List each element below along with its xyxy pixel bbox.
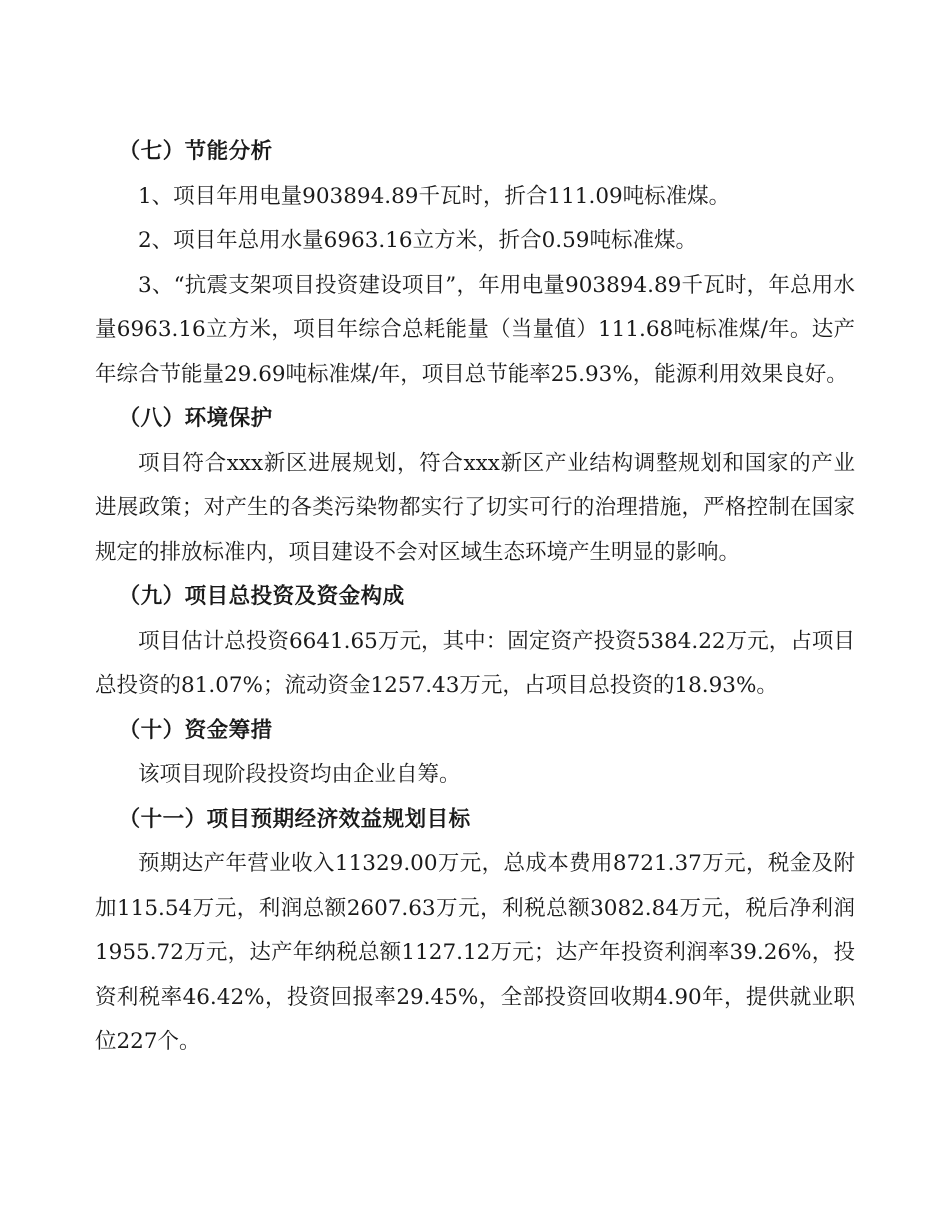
section-heading: （七）节能分析 xyxy=(118,139,273,164)
section-energy-analysis xyxy=(95,130,855,397)
section-economic-benefit-targets xyxy=(95,798,855,1065)
paragraph: 该项目现阶段投资均由企业自筹。 xyxy=(138,762,461,787)
section-heading: （八）环境保护 xyxy=(118,406,273,431)
section-fund-raising xyxy=(95,709,855,798)
document-body xyxy=(95,130,855,1065)
paragraph: 3、“抗震支架项目投资建设项目”，年用电量903894.89千瓦时，年总用水量6963.16立方米，项目年综合总耗能量（当量值）111.68吨标准煤/年。达产年综合节能量29.69吨标准煤/年，项目总节能率25.93%，能源利用效果良好。 xyxy=(95,272,855,387)
paragraph: 2、项目年总用水量6963.16立方米，折合0.59吨标准煤。 xyxy=(138,228,697,253)
paragraph: 项目估计总投资6641.65万元，其中：固定资产投资5384.22万元，占项目总投资的81.07%；流动资金1257.43万元，占项目总投资的18.93%。 xyxy=(95,628,855,698)
section-investment-structure xyxy=(95,575,855,709)
section-heading: （九）项目总投资及资金构成 xyxy=(118,584,405,609)
section-environmental-protection xyxy=(95,397,855,575)
paragraph: 项目符合xxx新区进展规划，符合xxx新区产业结构调整规划和国家的产业进展政策；对产生的各类污染物都实行了切实可行的治理措施，严格控制在国家规定的排放标准内，项目建设不会对区域生态环境产生明显的影响。 xyxy=(95,450,855,565)
paragraph: 预期达产年营业收入11329.00万元，总成本费用8721.37万元，税金及附加115.54万元，利润总额2607.63万元，利税总额3082.84万元，税后净利润1955.72万元，达产年纳税总额1127.12万元；达产年投资利润率39.26%，投资利税率46.42%，投资回报率29.45%，全部投资回收期4.90年，提供就业职位227个。 xyxy=(95,851,855,1054)
section-heading: （十）资金筹措 xyxy=(118,717,273,743)
section-heading: （十一）项目预期经济效益规划目标 xyxy=(118,806,471,832)
paragraph: 1、项目年用电量903894.89千瓦时，折合111.09吨标准煤。 xyxy=(138,183,731,209)
